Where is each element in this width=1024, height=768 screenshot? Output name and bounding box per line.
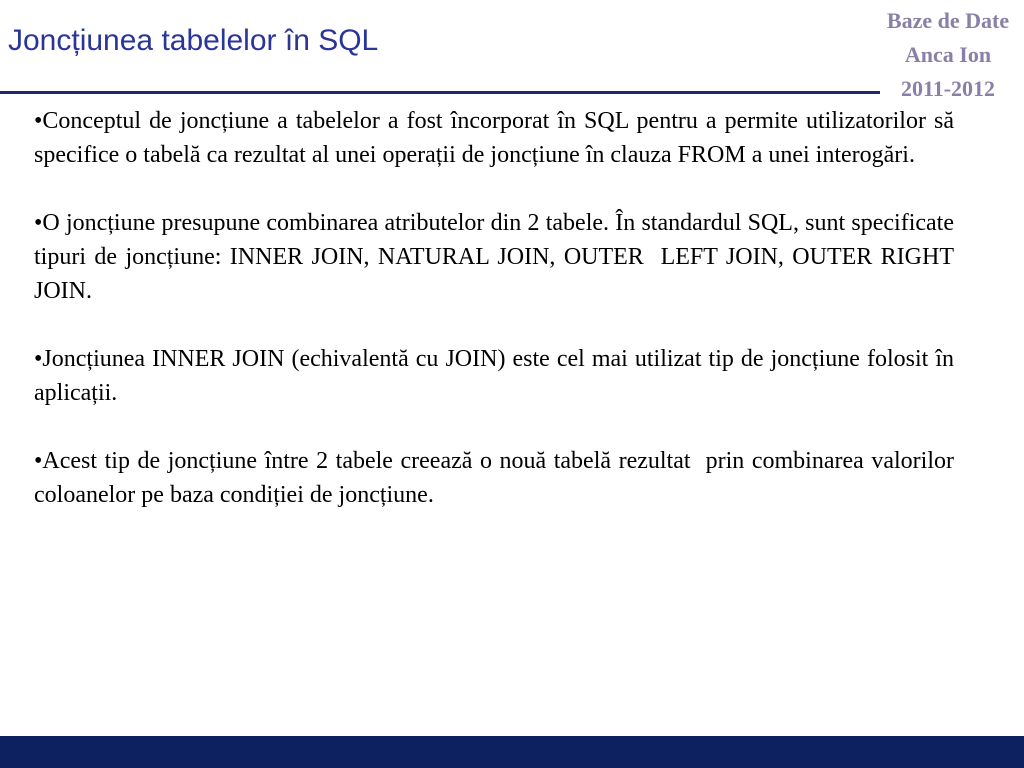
- bullet-paragraph: •Acest tip de joncțiune între 2 tabele creează o nouă tabelă rezultat prin combinarea valorilor coloanelor pe baza condiției de joncțiune.: [34, 448, 960, 508]
- course-name: Baze de Date: [886, 8, 1010, 33]
- course-info: [878, 4, 1018, 106]
- footer-bar: [0, 736, 1024, 768]
- author-name: Anca Ion: [904, 42, 992, 67]
- bullet-paragraph: •O joncțiune presupune combinarea atributelor din 2 tabele. În standardul SQL, sunt specificate tipuri de joncțiune: INNER JOIN, NATURAL JOIN, OUTER LEFT JOIN, OUTER RIGHT JOIN.: [34, 210, 966, 304]
- slide-body: [34, 104, 966, 512]
- title-underline: [0, 91, 880, 94]
- bullet-paragraph: •Joncțiunea INNER JOIN (echivalentă cu JOIN) este cel mai utilizat tip de joncțiune folosit în aplicații.: [34, 346, 960, 406]
- academic-year: 2011-2012: [900, 76, 996, 101]
- bullet-paragraph: •Conceptul de joncțiune a tabelelor a fost încorporat în SQL pentru a permite utilizatorilor să specifice o tabelă ca rezultat al unei operații de joncțiune în clauza FROM a unei interogări.: [34, 108, 960, 168]
- slide-title: Joncțiunea tabelelor în SQL: [8, 24, 379, 57]
